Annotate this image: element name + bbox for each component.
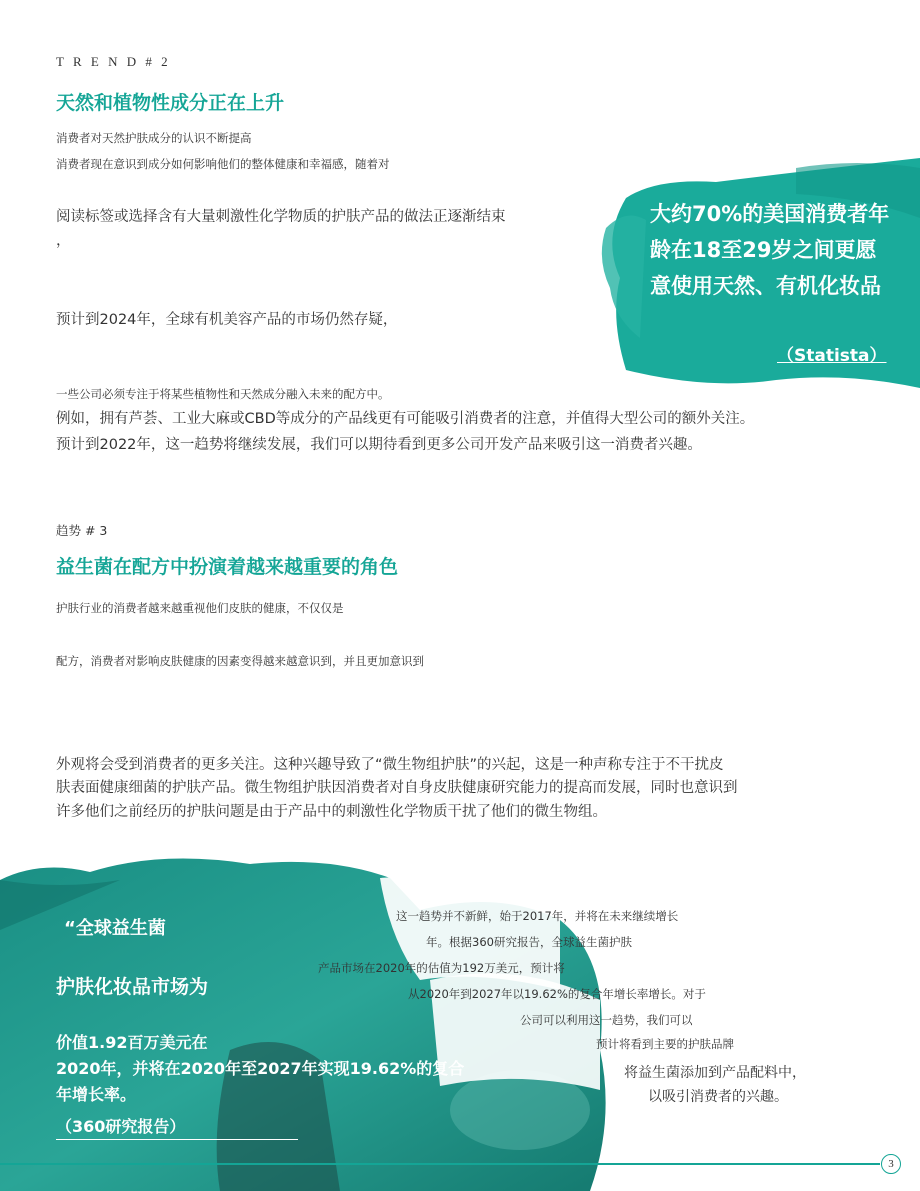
stat-text: 大约70%的美国消费者年龄在18至29岁之间更愿意使用天然、有机化妆品 <box>650 202 890 298</box>
quote-line2: 护肤化妆品市场为 <box>56 976 209 998</box>
right-line2: 年。根据360研究报告，全球益生菌护肤 <box>426 935 632 949</box>
right-line1: 这一趋势并不新鲜，始于2017年，并将在未来继续增长 <box>396 909 679 923</box>
trend3-label: 趋势 # 3 <box>56 523 108 538</box>
quote-line5: 年增长率。 <box>56 1085 137 1104</box>
trend2-title: 天然和植物性成分正在上升 <box>56 92 285 114</box>
trend3-para3: 许多他们之前经历的护肤问题是由于产品中的刺激性化学物质干扰了他们的微生物组。 <box>56 804 607 820</box>
right-line3: 产品市场在2020年的估值为192万美元，预计将 <box>318 961 565 975</box>
right-line4: 从2020年到2027年以19.62%的复合年增长率增长。对于 <box>408 987 706 1001</box>
right-line6: 预计将看到主要的护肤品牌 <box>596 1037 734 1051</box>
quote-source-link[interactable]: （360研究报告） <box>56 1114 298 1140</box>
trend2-line2: 消费者现在意识到成分如何影响他们的整体健康和幸福感，随着对 <box>56 157 390 171</box>
right-line7: 将益生菌添加到产品配料中， <box>624 1065 806 1081</box>
trend2-line3: 阅读标签或选择含有大量刺激性化学物质的护肤产品的做法正逐渐结束 <box>56 209 506 225</box>
right-line5: 公司可以利用这一趋势，我们可以 <box>520 1013 693 1027</box>
trend3-line2: 配方，消费者对影响皮肤健康的因素变得越来越意识到，并且更加意识到 <box>56 654 424 668</box>
trend2-line4: 预计到2024年，全球有机美容产品的市场仍然存疑， <box>56 312 398 328</box>
right-line8: 以吸引消费者的兴趣。 <box>648 1089 788 1105</box>
trend3-para1: 外观将会受到消费者的更多关注。这种兴趣导致了“微生物组护肤”的兴起，这是一种声称专注于不干扰皮 <box>56 757 724 773</box>
quote-line1: “全球益生菌 <box>64 918 166 939</box>
trend3-title: 益生菌在配方中扮演着越来越重要的角色 <box>56 556 399 578</box>
trend3-para2: 肤表面健康细菌的护肤产品。微生物组护肤因消费者对自身皮肤健康研究能力的提高而发展，同时也意识到 <box>56 780 738 796</box>
trend3-line1: 护肤行业的消费者越来越重视他们皮肤的健康，不仅仅是 <box>56 601 344 615</box>
trend2-para1: 例如，拥有芦荟、工业大麻或CBD等成分的产品线更有可能吸引消费者的注意，并值得大型公司的额外关注。 <box>56 411 755 427</box>
stat-source-link[interactable]: （Statista） <box>777 346 887 366</box>
page-number: 3 <box>881 1154 901 1174</box>
quote-line3: 价值1.92百万美元在 <box>56 1033 208 1052</box>
footer-line <box>0 1163 880 1165</box>
trend2-para2: 预计到2022年，这一趋势将继续发展，我们可以期待看到更多公司开发产品来吸引这一消费者兴趣。 <box>56 437 702 453</box>
trend2-line1: 消费者对天然护肤成分的认识不断提高 <box>56 131 252 145</box>
trend2-line3b: ， <box>56 233 71 249</box>
quote-line4: 2020年，并将在2020年至2027年实现19.62%的复合 <box>56 1059 465 1078</box>
trend2-line5: 一些公司必须专注于将某些植物性和天然成分融入未来的配方中。 <box>56 387 390 401</box>
trend2-label: T R E N D # 2 <box>56 54 171 69</box>
